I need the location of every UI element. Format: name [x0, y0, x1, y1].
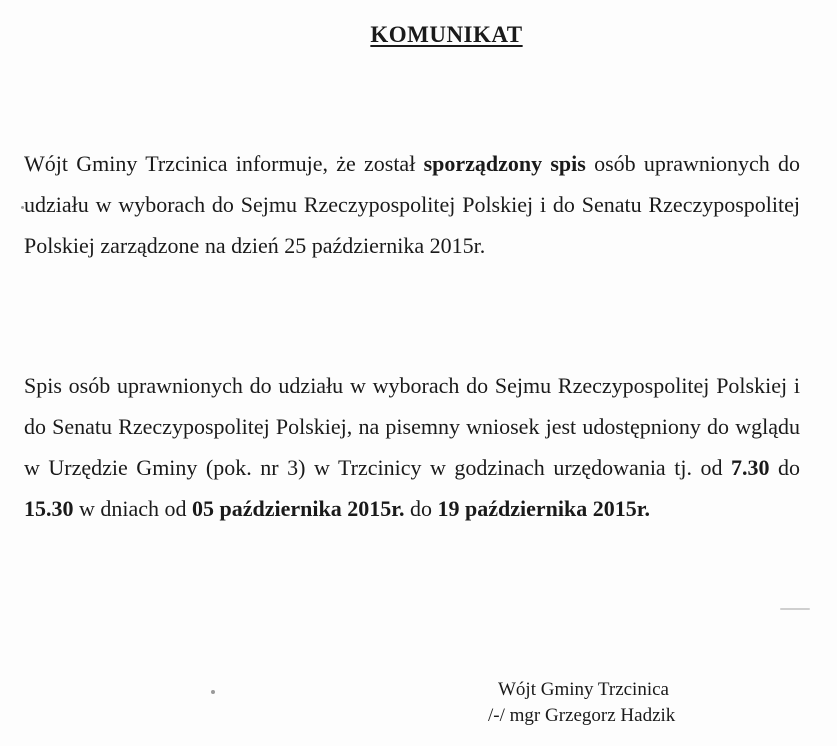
signature-office: Wójt Gminy Trzcinica — [498, 679, 669, 700]
paragraph1-text-b: osób uprawnionych do udziału w wyborach do Sejmu Rzeczypospolitej Polskiej i do Senatu Rzeczypospolitej Polskiej zarządzone na dzień 25 października 2015r. — [24, 151, 800, 258]
paragraph-availability — [24, 365, 800, 529]
document-title-text: KOMUNIKAT — [370, 22, 523, 47]
hours-to: 15.30 — [24, 496, 74, 521]
document-title — [0, 22, 837, 48]
paragraph1-text-a: Wójt Gminy Trzcinica informuje, że został — [24, 151, 424, 176]
paragraph1-bold-phrase: sporządzony spis — [423, 151, 586, 176]
date-from: 05 października 2015r. — [192, 496, 405, 521]
paragraph2-text-a: Spis osób uprawnionych do udziału w wyborach do Sejmu Rzeczypospolitej Polskiej i do Senatu Rzeczypospolitej Polskiej, na pisemny wniosek jest udostępniony do wglądu w Urzędzie Gminy (pok. nr 3) w Trzcinicy w godzinach urzędowania tj. od — [24, 373, 800, 480]
hours-from: 7.30 — [730, 455, 770, 480]
paragraph2-text-d: do — [404, 496, 438, 521]
paragraph2-text-c: w dniach od — [73, 496, 193, 521]
scan-speck — [21, 206, 24, 209]
paragraph-announcement — [24, 143, 800, 266]
scan-speck — [780, 608, 810, 610]
date-to: 19 października 2015r. — [437, 496, 650, 521]
scan-speck — [211, 690, 215, 694]
signature-block — [488, 677, 788, 729]
paragraph2-text-b: do — [769, 455, 800, 480]
signature-name: /-/ mgr Grzegorz Hadzik — [488, 705, 676, 726]
